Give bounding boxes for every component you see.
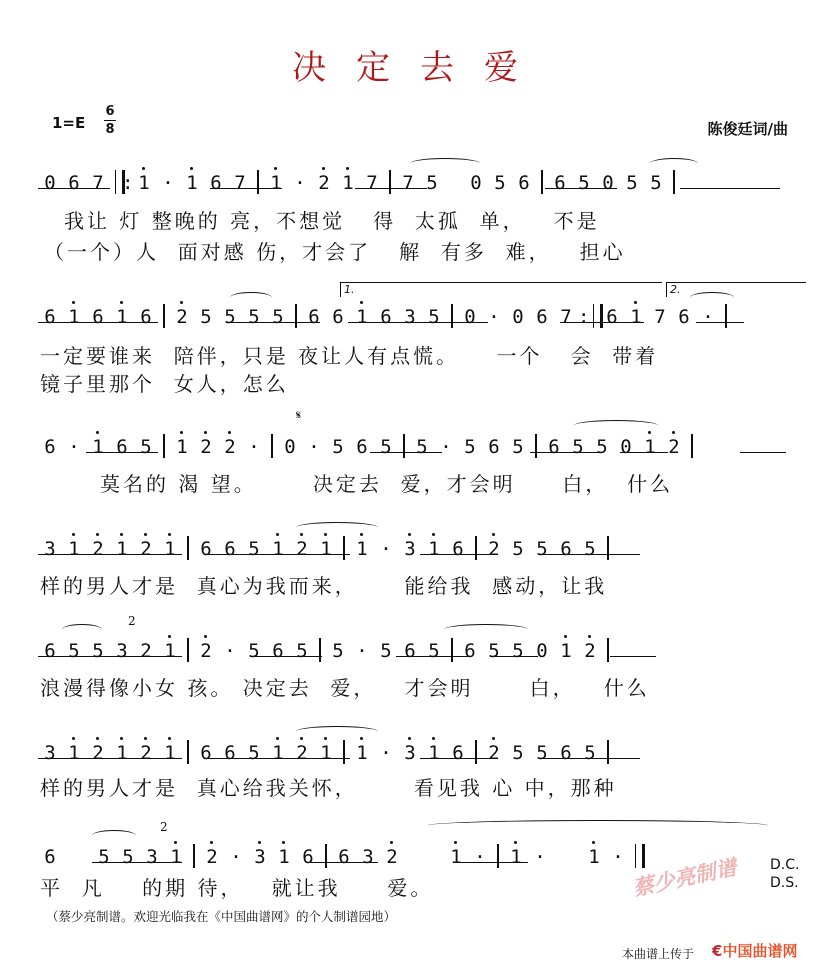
lyric-row-5: 浪漫得像小女 孩。 决定去 爱， 才会明 白， 什么	[40, 676, 650, 700]
note: 3	[398, 538, 422, 560]
barline	[536, 170, 548, 194]
tie	[428, 820, 768, 831]
underline	[530, 452, 602, 453]
note: 1	[62, 742, 86, 764]
dot: ·	[162, 172, 174, 194]
note: 1	[86, 436, 110, 458]
note: 5	[380, 640, 392, 662]
note: 3	[116, 640, 128, 662]
note: 2	[312, 172, 336, 194]
note: 6	[302, 846, 314, 868]
lyric-row-4: 样的男人才是 真心为我而来， 能给我 感动，让我	[40, 574, 608, 598]
note: 2	[578, 640, 602, 662]
note: 2	[140, 640, 152, 662]
note: 0	[602, 172, 614, 194]
note: 1	[350, 306, 374, 328]
volta-1: 1.	[340, 282, 662, 297]
note: 5	[536, 742, 548, 764]
note: 5	[584, 538, 596, 560]
dot: ·	[474, 846, 486, 868]
dot: ·	[224, 640, 236, 662]
note: 6	[356, 436, 368, 458]
note: 1	[422, 538, 446, 560]
note: 5	[92, 640, 104, 662]
final-barline	[630, 844, 642, 868]
note: 6	[488, 436, 500, 458]
note: 6	[452, 538, 464, 560]
grace-note: 2	[128, 614, 136, 628]
note: 7	[234, 172, 246, 194]
note: 7	[366, 172, 378, 194]
barline	[602, 536, 614, 560]
underline	[396, 656, 468, 657]
note: 1	[158, 640, 182, 662]
barline	[182, 536, 194, 560]
barline	[252, 170, 264, 194]
note: 1	[554, 640, 578, 662]
barline	[668, 170, 680, 194]
note: 1	[164, 846, 188, 868]
lyric-row-1b: （一个）人 面对感 伤，才会了 解 有多 难， 担心	[44, 240, 626, 264]
note: 5	[416, 436, 428, 458]
note: 5	[578, 172, 590, 194]
volta-2: 2.	[666, 282, 806, 297]
note: 7	[92, 172, 104, 194]
note: 1	[158, 538, 182, 560]
note: 6	[68, 172, 80, 194]
logo-icon: €	[712, 942, 723, 960]
note: 2	[134, 538, 158, 560]
note: 1	[624, 306, 648, 328]
lyric-row-7: 平 凡 的期 待， 就让我 爱。	[40, 876, 434, 900]
note: 2	[290, 538, 314, 560]
note: 6	[332, 306, 344, 328]
dot: ·	[702, 306, 714, 328]
note: 1	[422, 742, 446, 764]
note: 6	[140, 306, 152, 328]
note: 5	[68, 640, 80, 662]
lyric-row-3: 莫名的 渴 望。 决定去 爱，才会明 白， 什么	[100, 472, 674, 496]
note: 1	[272, 846, 296, 868]
underline	[740, 452, 786, 453]
note: 0	[512, 306, 524, 328]
underline	[92, 862, 182, 863]
note: 6	[536, 306, 548, 328]
underline	[454, 862, 528, 863]
repeat-end	[588, 304, 600, 328]
dot: ·	[68, 436, 80, 458]
note: 2	[380, 846, 404, 868]
note: 6	[116, 436, 128, 458]
note: 1	[110, 306, 134, 328]
note: 2	[662, 436, 686, 458]
note: 5	[200, 306, 212, 328]
note: 3	[398, 742, 422, 764]
note: 0	[620, 436, 632, 458]
note: 6	[200, 742, 212, 764]
footnote: （蔡少亮制谱。欢迎光临我在《中国曲谱网》的个人制谱园地）	[46, 909, 397, 924]
watermark: 蔡少亮制谱	[630, 855, 739, 901]
note: 6	[200, 538, 212, 560]
underline	[540, 554, 640, 555]
note: 3	[248, 846, 272, 868]
note: 1	[350, 538, 374, 560]
note: 5	[464, 436, 476, 458]
underline	[38, 188, 110, 189]
tie	[296, 726, 378, 737]
note: 5	[272, 306, 284, 328]
barline	[602, 740, 614, 764]
tie	[690, 292, 734, 303]
note: 5	[428, 306, 440, 328]
note: 1	[62, 538, 86, 560]
underline	[210, 188, 282, 189]
underline	[38, 758, 182, 759]
note: 1	[266, 538, 290, 560]
tie	[62, 624, 102, 635]
underline	[38, 554, 182, 555]
note: 5	[248, 306, 260, 328]
note: 2	[134, 742, 158, 764]
dc-label: D.C.	[770, 857, 800, 873]
barline	[530, 434, 542, 458]
dot: ·	[248, 436, 260, 458]
note: 6	[554, 172, 566, 194]
underline	[420, 554, 492, 555]
upload-text: 本曲谱上传于	[622, 947, 695, 961]
note: 1	[180, 172, 204, 194]
note: 6	[678, 306, 690, 328]
underline	[680, 188, 780, 189]
note: 1	[314, 538, 338, 560]
underline	[560, 322, 644, 323]
note: 1	[170, 436, 194, 458]
author-credit: 陈俊廷词/曲	[707, 120, 788, 138]
note: 2	[482, 538, 506, 560]
dot: ·	[356, 640, 368, 662]
dot: ·	[612, 846, 624, 868]
barline	[188, 844, 200, 868]
note: 0	[536, 640, 548, 662]
song-title: 决定去爱	[292, 48, 548, 88]
note: 6	[224, 538, 236, 560]
tie	[574, 420, 658, 431]
tie	[650, 158, 698, 169]
note: 5	[428, 640, 440, 662]
barline	[290, 304, 302, 328]
tie	[92, 830, 136, 841]
note: 5	[332, 436, 344, 458]
underline	[355, 188, 427, 189]
tie	[444, 624, 528, 635]
note: 5	[626, 172, 638, 194]
note: 6	[44, 640, 56, 662]
meter-top: 6	[105, 104, 115, 119]
underline	[540, 758, 640, 759]
barline	[158, 434, 170, 458]
note: 1	[110, 742, 134, 764]
note: 5	[512, 436, 524, 458]
logo-text: 中国曲谱网	[722, 942, 798, 960]
lyric-row-2a: 一定要谁来 陪伴，只是 夜让人有点慌。 一个 会 带着	[40, 344, 659, 368]
note: 5	[650, 172, 662, 194]
note: 5	[224, 306, 236, 328]
note: 6	[404, 640, 416, 662]
barline	[158, 304, 170, 328]
dot: ·	[380, 538, 392, 560]
note: 6	[606, 306, 618, 328]
barline	[384, 170, 396, 194]
barline	[720, 304, 732, 328]
note: 2	[218, 436, 242, 458]
note: 6	[210, 172, 222, 194]
underline	[370, 452, 442, 453]
grace-note: 2	[160, 820, 168, 834]
key-signature: 1=E	[52, 114, 86, 132]
note: 3	[404, 306, 416, 328]
note: 1	[314, 742, 338, 764]
note: 6	[464, 640, 476, 662]
dot: ·	[308, 436, 320, 458]
barline	[446, 304, 458, 328]
meter-line	[104, 120, 116, 121]
note: 5	[248, 538, 260, 560]
note: 1	[638, 436, 662, 458]
meter-bottom: 8	[105, 122, 115, 137]
note: 6	[518, 172, 530, 194]
note: 6	[338, 846, 350, 868]
note: 5	[248, 742, 260, 764]
note: 2	[194, 640, 218, 662]
note: 3	[362, 846, 374, 868]
note: 1	[62, 306, 86, 328]
underline	[38, 322, 158, 323]
note: 0	[470, 172, 482, 194]
note: 6	[92, 306, 104, 328]
dot: ·	[440, 436, 452, 458]
underline	[206, 554, 350, 555]
note: 5	[332, 640, 344, 662]
lyric-row-6: 样的男人才是 真心给我关怀， 看见我 心 中，那种	[40, 776, 617, 800]
underline	[696, 322, 744, 323]
repeat-instructions	[770, 856, 799, 892]
note: 5	[488, 640, 500, 662]
note: 1	[582, 846, 606, 868]
note: 1	[444, 846, 468, 868]
tie	[230, 292, 272, 303]
note: 2	[200, 846, 224, 868]
note: 0	[44, 172, 56, 194]
note: 7	[560, 306, 572, 328]
repeat-dots: :	[578, 306, 590, 328]
note: 3	[44, 538, 56, 560]
note: 5	[248, 640, 260, 662]
barline	[492, 844, 504, 868]
note: 1	[110, 538, 134, 560]
note: 5	[296, 640, 308, 662]
note: 6	[452, 742, 464, 764]
underline	[206, 758, 350, 759]
segno-sign: 𝄋	[296, 408, 302, 422]
tie	[410, 158, 480, 169]
lyric-row-1a: 我让 灯 整晚的 亮，不想觉 得 太孤 单， 不是	[64, 209, 600, 233]
lyric-row-2b: 镜子里那个 女人，怎么	[40, 372, 289, 396]
note: 2	[482, 742, 506, 764]
note: 0	[284, 436, 296, 458]
note: 1	[158, 742, 182, 764]
note: 6	[272, 640, 284, 662]
barline	[182, 740, 194, 764]
note: 1	[350, 742, 374, 764]
underline	[545, 188, 617, 189]
barline	[446, 638, 458, 662]
note: 5	[426, 172, 438, 194]
barline	[320, 844, 332, 868]
note: 7	[402, 172, 414, 194]
barline	[338, 536, 350, 560]
underline	[348, 322, 488, 323]
underline	[38, 656, 182, 657]
barline	[338, 740, 350, 764]
underline	[490, 656, 538, 657]
note: 5	[380, 436, 392, 458]
underline	[250, 656, 322, 657]
note: 6	[548, 436, 560, 458]
note: 5	[512, 640, 524, 662]
note: 6	[224, 742, 236, 764]
barline	[470, 740, 482, 764]
dot: ·	[294, 172, 306, 194]
note: 1	[132, 172, 156, 194]
note: 5	[596, 436, 608, 458]
note: 5	[572, 436, 584, 458]
note: 2	[170, 306, 194, 328]
note: 6	[560, 742, 572, 764]
note: 6	[44, 306, 56, 328]
note: 1	[264, 172, 288, 194]
underline	[226, 322, 320, 323]
note: 6	[308, 306, 320, 328]
note: 5	[98, 846, 110, 868]
dot: ·	[488, 306, 500, 328]
barline	[398, 434, 410, 458]
note: 2	[290, 742, 314, 764]
barline	[266, 434, 278, 458]
note: 5	[512, 538, 524, 560]
ds-label: D.S.	[770, 875, 799, 891]
note: 6	[44, 846, 56, 868]
note: 2	[194, 436, 218, 458]
note: 6	[44, 436, 56, 458]
note: 2	[86, 538, 110, 560]
note: 5	[122, 846, 134, 868]
note: 5	[584, 742, 596, 764]
note: 3	[146, 846, 158, 868]
note: 5	[140, 436, 152, 458]
underline	[610, 656, 656, 657]
barline	[182, 638, 194, 662]
note: 2	[86, 742, 110, 764]
dot: ·	[380, 742, 392, 764]
site-logo[interactable]	[712, 940, 797, 961]
dot: ·	[230, 846, 242, 868]
note: 7	[654, 306, 666, 328]
note: 1	[504, 846, 528, 868]
underline	[420, 758, 492, 759]
note: 3	[44, 742, 56, 764]
repeat-start	[110, 170, 122, 194]
note: 6	[560, 538, 572, 560]
note: 5	[494, 172, 506, 194]
underline	[620, 452, 668, 453]
note: 0	[464, 306, 476, 328]
note: 5	[512, 742, 524, 764]
underline	[86, 452, 158, 453]
time-signature	[104, 104, 116, 137]
tie	[296, 522, 378, 533]
barline	[470, 536, 482, 560]
dot: ·	[534, 846, 546, 868]
barline	[602, 638, 614, 662]
note: 5	[536, 538, 548, 560]
note: 1	[266, 742, 290, 764]
note: 6	[380, 306, 392, 328]
barline	[686, 434, 698, 458]
barline	[314, 638, 326, 662]
repeat-dots: :	[122, 172, 134, 194]
underline	[306, 862, 378, 863]
note: 1	[336, 172, 360, 194]
